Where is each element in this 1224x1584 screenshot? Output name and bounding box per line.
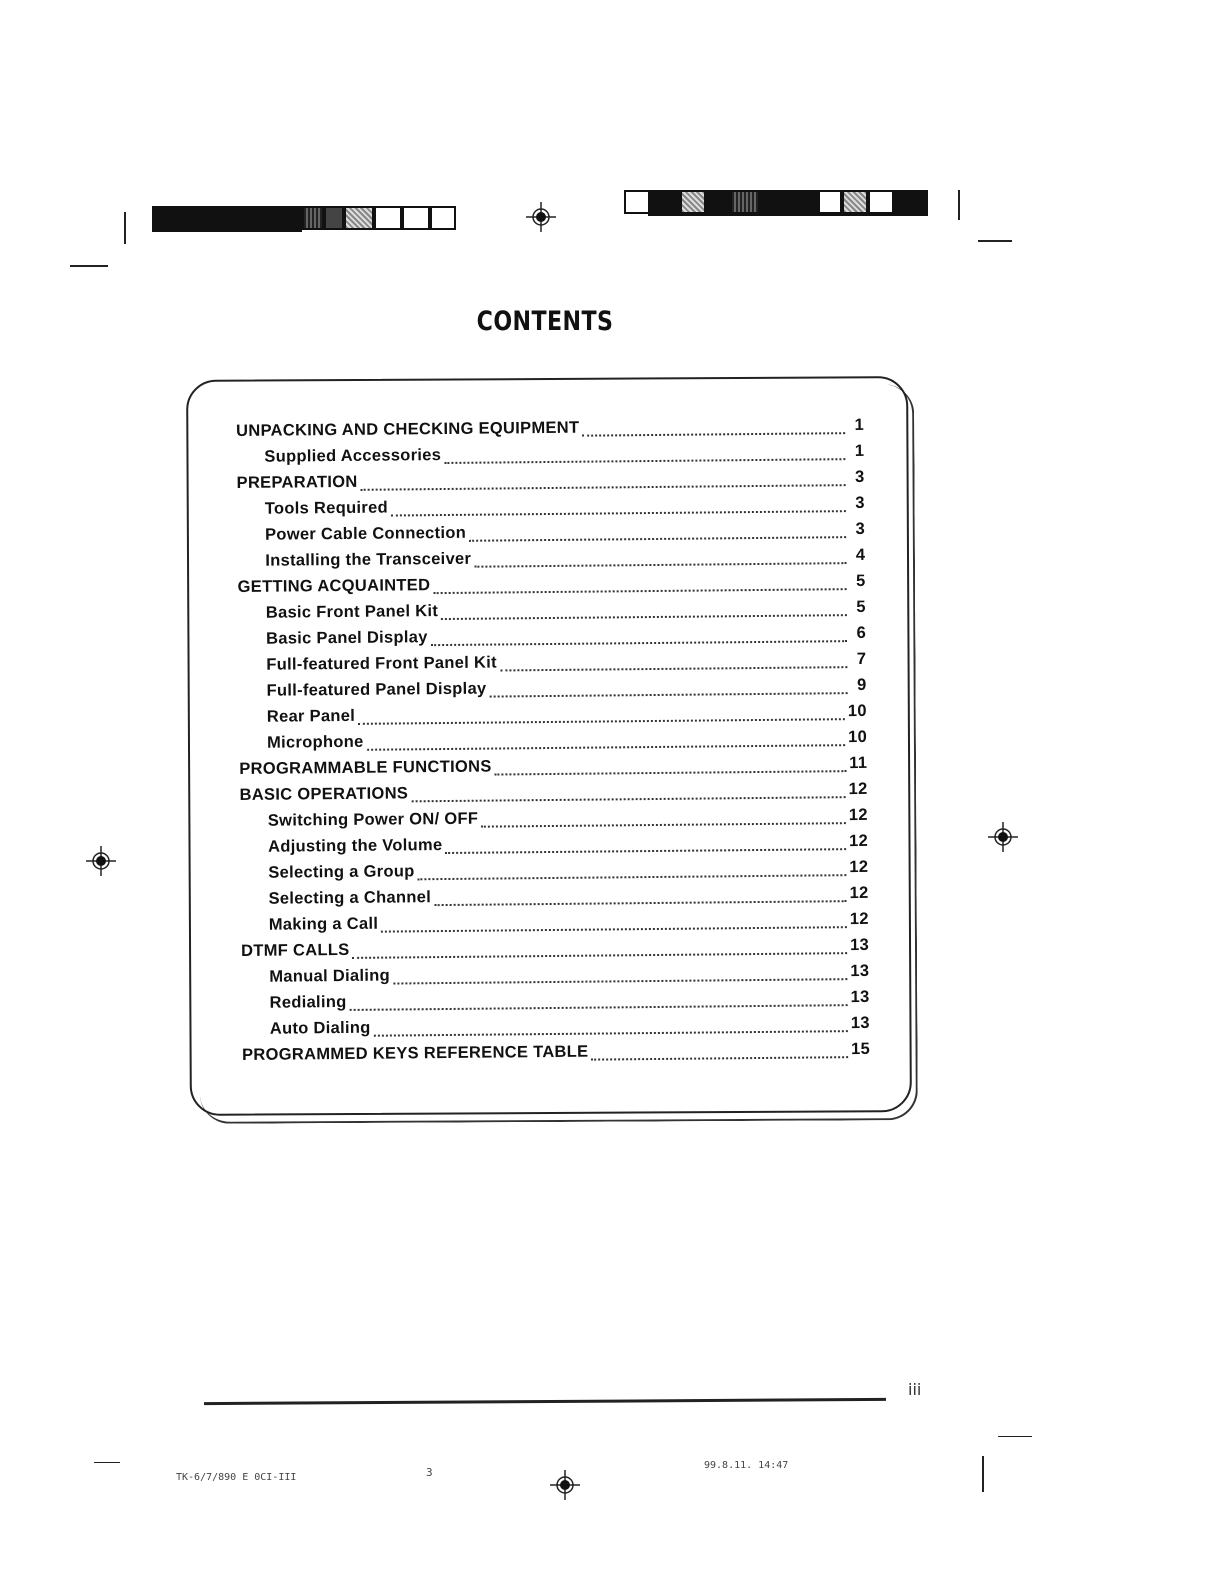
toc-leader-dots [490,692,848,697]
toc-entry-title: BASIC OPERATIONS [239,784,409,804]
toc-leader-dots [434,900,847,906]
toc-entry-title: Full-featured Panel Display [266,679,487,700]
toc-entry-title: Power Cable Connection [264,523,467,544]
crop-mark [94,1462,120,1463]
toc-entry-title: Supplied Accessories [264,446,442,466]
registration-target-icon [526,202,556,232]
toc-entry-title: Microphone [266,732,364,752]
toc-entry-page: 12 [848,805,868,825]
toc-entry-page: 6 [856,623,867,643]
toc-entry-page: 12 [849,909,869,929]
toc-entry-page: 7 [856,649,867,669]
toc-entry-page: 13 [850,987,870,1007]
toc-entry-title: Making a Call [268,914,379,934]
crop-mark [70,265,108,267]
table-of-contents [236,416,870,1072]
registration-target-icon [988,822,1018,852]
toc-entry-page: 12 [848,779,868,799]
toc-entry-page: 9 [856,675,867,695]
sheet-number: 3 [426,1466,433,1479]
toc-leader-dots [381,926,847,932]
toc-leader-dots [474,562,846,568]
crop-mark [978,240,1012,242]
toc-entry-page: 13 [850,1013,870,1033]
toc-entry-title: PROGRAMMED KEYS REFERENCE TABLE [241,1042,589,1064]
toc-leader-dots [481,822,846,828]
toc-entry-page: 13 [850,935,870,955]
toc-entry-page: 4 [855,545,866,565]
toc-leader-dots [433,588,846,594]
toc-entry-title: DTMF CALLS [240,940,350,960]
toc-leader-dots [591,1056,848,1060]
registration-target-icon [550,1470,580,1500]
toc-entry-title: Rear Panel [266,706,356,726]
toc-leader-dots [445,848,846,854]
toc-entry-page: 11 [849,753,868,773]
toc-entry-title: Basic Front Panel Kit [265,602,439,622]
page-number: iii [908,1380,922,1399]
toc-entry-page: 3 [855,519,866,539]
toc-entry-title: Switching Power ON/ OFF [267,809,479,830]
toc-entry-title: Selecting a Group [268,862,415,882]
toc-entry-title: Full-featured Front Panel Kit [266,653,497,674]
toc-entry-page: 5 [855,571,866,591]
toc-leader-dots [361,484,846,491]
registration-target-icon [86,846,116,876]
crop-mark [982,1456,984,1492]
toc-entry-page: 3 [854,467,865,487]
toc-entry-title: Selecting a Channel [268,888,432,908]
toc-entry-title: Adjusting the Volume [267,836,443,856]
toc-entry-page: 1 [854,441,865,461]
toc-entry-title: Tools Required [264,498,388,518]
toc-leader-dots [411,796,845,802]
toc-leader-dots [393,978,847,984]
toc-leader-dots [431,640,847,646]
toc-leader-dots [441,614,847,620]
page-title: CONTENTS [476,306,614,337]
toc-entry-page: 3 [855,493,865,513]
toc-entry-title: Manual Dialing [269,966,391,986]
toc-entry-page: 1 [854,415,865,435]
toc-leader-dots [582,432,845,437]
toc-leader-dots [350,1004,848,1011]
doc-code: TK-6/7/890 E 0CI-III [176,1472,297,1483]
toc-leader-dots [374,1030,848,1037]
toc-leader-dots [353,952,848,959]
crop-mark [958,190,960,220]
crop-mark [124,212,126,244]
toc-leader-dots [444,458,845,464]
toc-entry-title: Auto Dialing [269,1018,371,1038]
toc-entry-page: 10 [848,727,868,747]
toc-leader-dots [418,874,847,880]
toc-leader-dots [500,666,847,671]
toc-entry-title: PREPARATION [236,472,358,492]
toc-entry-title: PROGRAMMABLE FUNCTIONS [239,757,492,778]
toc-entry-page: 5 [856,597,866,617]
toc-leader-dots [367,744,846,751]
toc-entry-page: 12 [849,857,869,877]
footer-rule [204,1398,886,1405]
toc-entry-title: GETTING ACQUAINTED [237,576,431,596]
toc-entry-page: 12 [849,883,869,903]
crop-mark [998,1436,1032,1437]
toc-entry-title: UNPACKING AND CHECKING EQUIPMENT [236,418,580,440]
toc-leader-dots [391,510,846,516]
print-stamp: 99.8.11. 14:47 [704,1460,789,1471]
toc-entry-page: 15 [851,1039,871,1059]
toc-entry-title: Basic Panel Display [265,628,428,648]
toc-leader-dots [469,536,846,542]
toc-leader-dots [358,718,845,725]
toc-entry-page: 10 [847,701,867,721]
toc-leader-dots [495,770,847,775]
toc-entry-page: 12 [849,831,869,851]
toc-entry-page: 13 [850,961,870,981]
toc-entry-title: Redialing [269,992,347,1012]
toc-entry-title: Installing the Transceiver [265,549,472,570]
